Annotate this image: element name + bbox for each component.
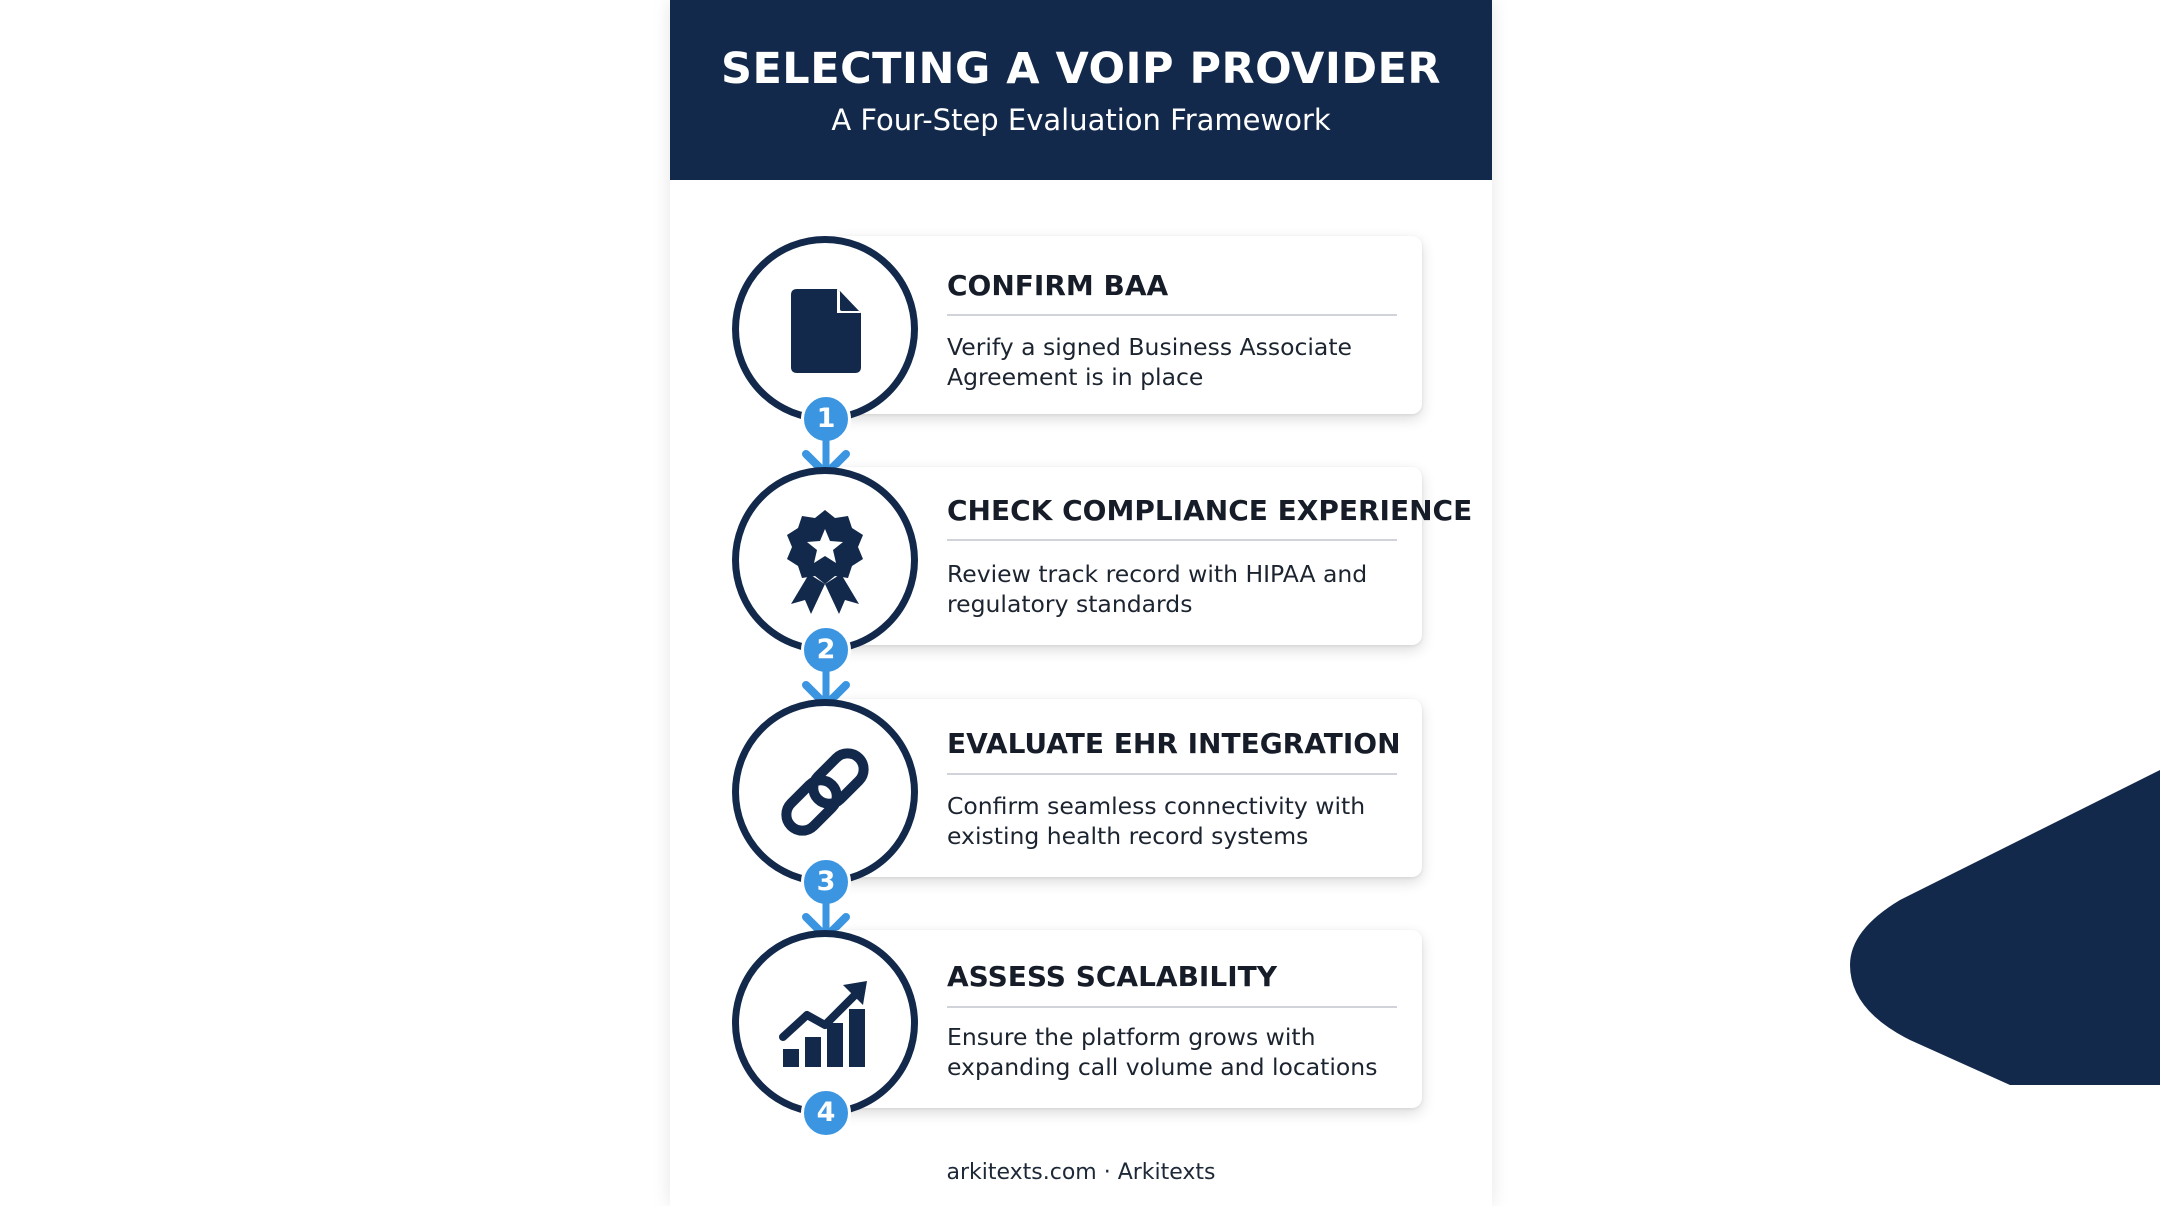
document-icon: [739, 243, 911, 415]
infographic-card: [670, 0, 1492, 1206]
step-number-badge: 4: [801, 1088, 851, 1138]
footer-credit: arkitexts.com · Arkitexts: [946, 1160, 1216, 1185]
header-banner: [670, 0, 1492, 180]
step-title: CHECK COMPLIANCE EXPERIENCE: [947, 494, 1473, 527]
step-4: [670, 930, 1492, 1128]
step-title: ASSESS SCALABILITY: [947, 960, 1277, 993]
step-title: CONFIRM BAA: [947, 269, 1169, 302]
step-description: Ensure the platform grows with expanding call volume and locations: [947, 1023, 1378, 1081]
link-icon: [739, 706, 911, 878]
step-2: [670, 467, 1492, 665]
page-title: SELECTING A VOIP PROVIDER: [720, 44, 1442, 94]
step-number-badge: 2: [801, 625, 851, 675]
divider: [947, 1006, 1397, 1008]
page-subtitle: A Four-Step Evaluation Framework: [831, 103, 1331, 137]
step-description: Review track record with HIPAA and regulatory standards: [947, 560, 1368, 618]
award-badge-icon: [739, 474, 911, 646]
step-description: Confirm seamless connectivity with existing health record systems: [947, 792, 1366, 850]
step-description: Verify a signed Business Associate Agreement is in place: [947, 333, 1352, 391]
step-1: [670, 236, 1492, 434]
divider: [947, 773, 1397, 775]
growth-chart-icon: [739, 937, 911, 1109]
step-number-badge: 1: [801, 394, 851, 444]
divider: [947, 539, 1397, 541]
step-number-badge: 3: [801, 857, 851, 907]
step-title: EVALUATE EHR INTEGRATION: [947, 727, 1401, 760]
divider: [947, 314, 1397, 316]
step-3: [670, 699, 1492, 897]
